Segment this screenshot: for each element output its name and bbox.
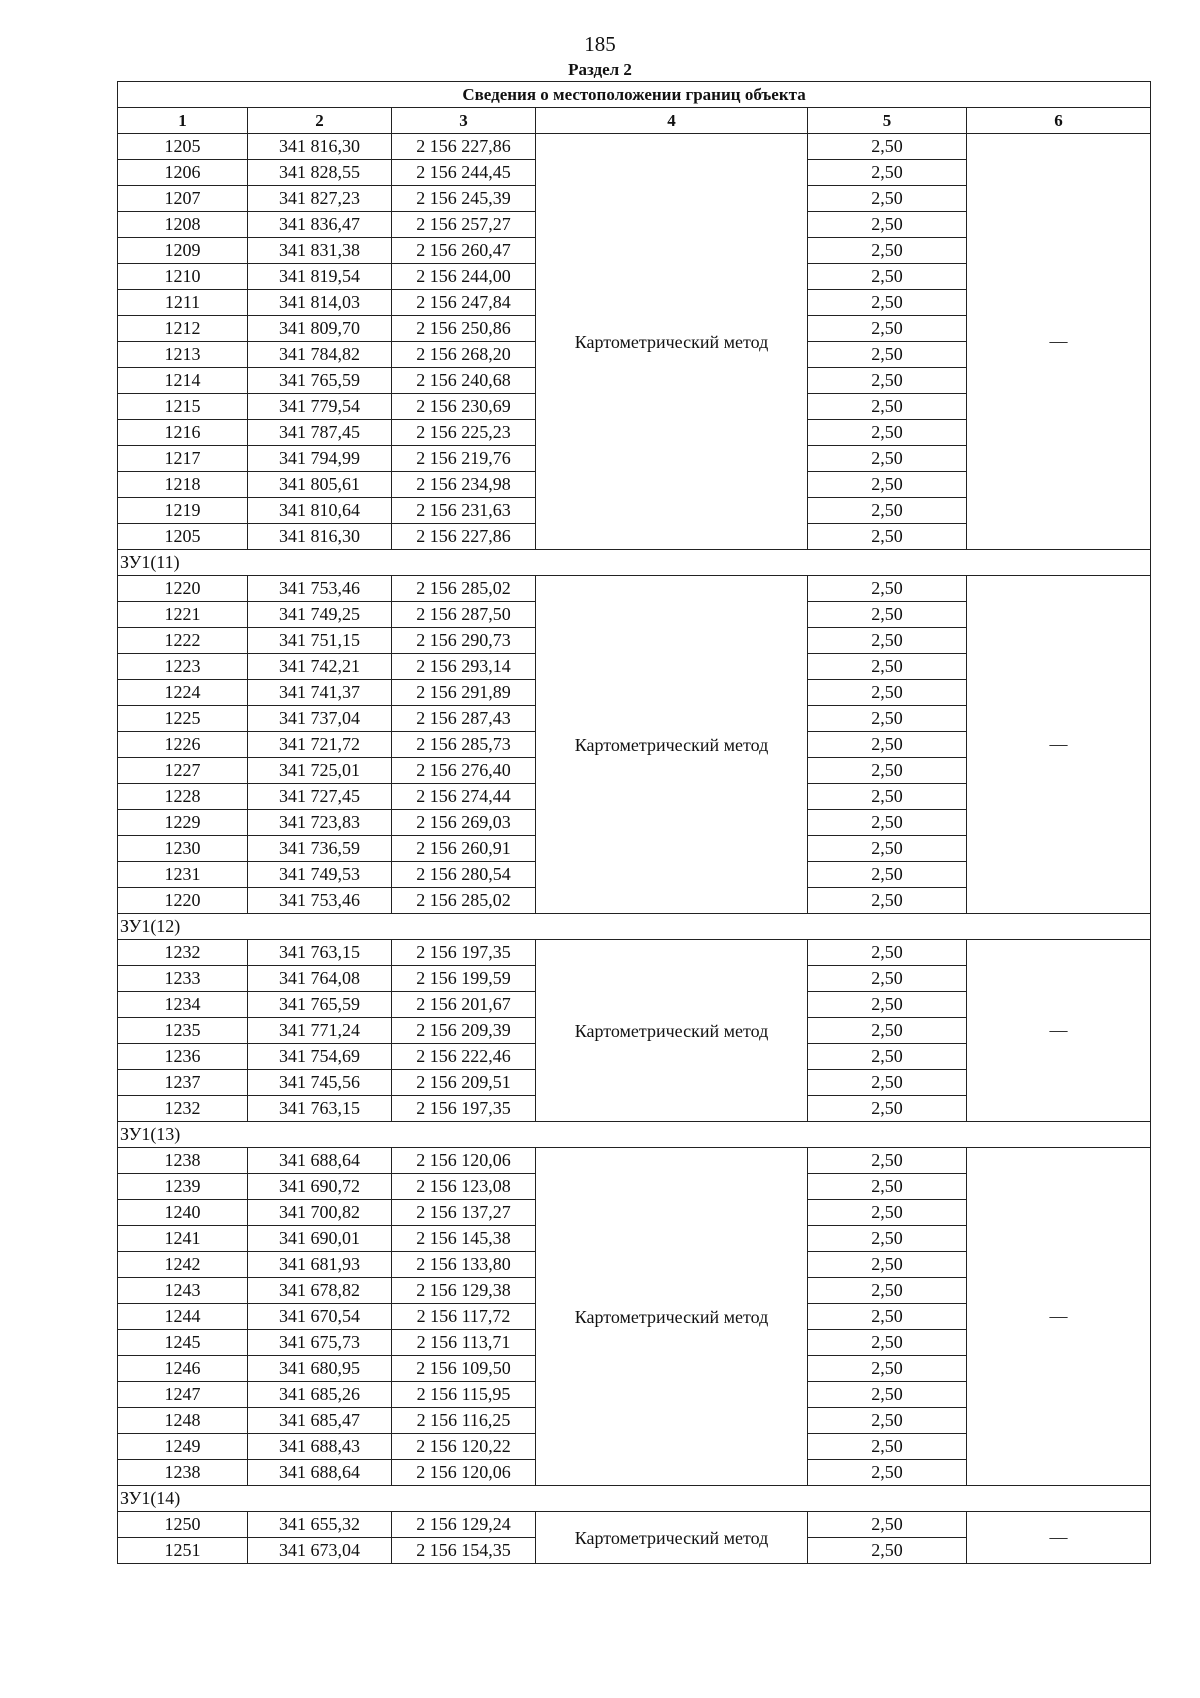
point-number-cell: 1228 [118,784,248,810]
x-coordinate-cell: 341 794,99 [248,446,392,472]
point-number-cell: 1233 [118,966,248,992]
accuracy-cell: 2,50 [808,1278,967,1304]
accuracy-cell: 2,50 [808,1304,967,1330]
point-number-cell: 1232 [118,1096,248,1122]
point-number-cell: 1222 [118,628,248,654]
y-coordinate-cell: 2 156 269,03 [392,810,536,836]
y-coordinate-cell: 2 156 285,73 [392,732,536,758]
point-number-cell: 1220 [118,576,248,602]
accuracy-cell: 2,50 [808,212,967,238]
x-coordinate-cell: 341 836,47 [248,212,392,238]
y-coordinate-cell: 2 156 209,51 [392,1070,536,1096]
x-coordinate-cell: 341 742,21 [248,654,392,680]
y-coordinate-cell: 2 156 240,68 [392,368,536,394]
y-coordinate-cell: 2 156 201,67 [392,992,536,1018]
x-coordinate-cell: 341 723,83 [248,810,392,836]
accuracy-cell: 2,50 [808,420,967,446]
y-coordinate-cell: 2 156 276,40 [392,758,536,784]
accuracy-cell: 2,50 [808,1538,967,1564]
accuracy-cell: 2,50 [808,576,967,602]
y-coordinate-cell: 2 156 145,38 [392,1226,536,1252]
y-coordinate-cell: 2 156 113,71 [392,1330,536,1356]
y-coordinate-cell: 2 156 137,27 [392,1200,536,1226]
point-number-cell: 1251 [118,1538,248,1564]
x-coordinate-cell: 341 763,15 [248,940,392,966]
point-number-cell: 1210 [118,264,248,290]
y-coordinate-cell: 2 156 244,45 [392,160,536,186]
point-number-cell: 1249 [118,1434,248,1460]
accuracy-cell: 2,50 [808,368,967,394]
group-label: ЗУ1(11) [118,550,1151,576]
column-6-cell: — [967,1512,1151,1564]
point-number-cell: 1232 [118,940,248,966]
accuracy-cell: 2,50 [808,992,967,1018]
x-coordinate-cell: 341 681,93 [248,1252,392,1278]
point-number-cell: 1206 [118,160,248,186]
x-coordinate-cell: 341 749,53 [248,862,392,888]
point-number-cell: 1245 [118,1330,248,1356]
accuracy-cell: 2,50 [808,342,967,368]
column-header: 2 [248,108,392,134]
accuracy-cell: 2,50 [808,836,967,862]
x-coordinate-cell: 341 725,01 [248,758,392,784]
section-title: Раздел 2 [568,60,632,79]
group-row [118,1122,1151,1148]
point-number-cell: 1248 [118,1408,248,1434]
point-number-cell: 1244 [118,1304,248,1330]
accuracy-cell: 2,50 [808,1200,967,1226]
point-number-cell: 1207 [118,186,248,212]
method-cell: Картометрический метод [536,134,808,550]
y-coordinate-cell: 2 156 222,46 [392,1044,536,1070]
y-coordinate-cell: 2 156 209,39 [392,1018,536,1044]
accuracy-cell: 2,50 [808,238,967,264]
y-coordinate-cell: 2 156 285,02 [392,576,536,602]
accuracy-cell: 2,50 [808,1044,967,1070]
point-number-cell: 1215 [118,394,248,420]
y-coordinate-cell: 2 156 219,76 [392,446,536,472]
column-6-cell: — [967,576,1151,914]
point-number-cell: 1240 [118,1200,248,1226]
accuracy-cell: 2,50 [808,602,967,628]
x-coordinate-cell: 341 700,82 [248,1200,392,1226]
x-coordinate-cell: 341 831,38 [248,238,392,264]
x-coordinate-cell: 341 764,08 [248,966,392,992]
x-coordinate-cell: 341 737,04 [248,706,392,732]
y-coordinate-cell: 2 156 244,00 [392,264,536,290]
x-coordinate-cell: 341 819,54 [248,264,392,290]
accuracy-cell: 2,50 [808,1174,967,1200]
y-coordinate-cell: 2 156 287,50 [392,602,536,628]
point-number-cell: 1226 [118,732,248,758]
accuracy-cell: 2,50 [808,186,967,212]
column-header: 1 [118,108,248,134]
column-6-cell: — [967,134,1151,550]
accuracy-cell: 2,50 [808,1330,967,1356]
accuracy-cell: 2,50 [808,1096,967,1122]
accuracy-cell: 2,50 [808,966,967,992]
accuracy-cell: 2,50 [808,1356,967,1382]
x-coordinate-cell: 341 779,54 [248,394,392,420]
x-coordinate-cell: 341 754,69 [248,1044,392,1070]
group-row [118,914,1151,940]
y-coordinate-cell: 2 156 247,84 [392,290,536,316]
table-row [118,1148,1151,1174]
table-row [118,1512,1151,1538]
point-number-cell: 1238 [118,1148,248,1174]
x-coordinate-cell: 341 688,64 [248,1460,392,1486]
x-coordinate-cell: 341 828,55 [248,160,392,186]
table-row [118,134,1151,160]
y-coordinate-cell: 2 156 120,22 [392,1434,536,1460]
point-number-cell: 1212 [118,316,248,342]
accuracy-cell: 2,50 [808,524,967,550]
accuracy-cell: 2,50 [808,472,967,498]
point-number-cell: 1231 [118,862,248,888]
x-coordinate-cell: 341 655,32 [248,1512,392,1538]
accuracy-cell: 2,50 [808,1148,967,1174]
point-number-cell: 1225 [118,706,248,732]
x-coordinate-cell: 341 816,30 [248,524,392,550]
point-number-cell: 1238 [118,1460,248,1486]
accuracy-cell: 2,50 [808,1434,967,1460]
accuracy-cell: 2,50 [808,654,967,680]
accuracy-cell: 2,50 [808,810,967,836]
point-number-cell: 1235 [118,1018,248,1044]
point-number-cell: 1209 [118,238,248,264]
y-coordinate-cell: 2 156 293,14 [392,654,536,680]
point-number-cell: 1218 [118,472,248,498]
x-coordinate-cell: 341 765,59 [248,368,392,394]
x-coordinate-cell: 341 688,43 [248,1434,392,1460]
y-coordinate-cell: 2 156 154,35 [392,1538,536,1564]
method-cell: Картометрический метод [536,576,808,914]
x-coordinate-cell: 341 827,23 [248,186,392,212]
y-coordinate-cell: 2 156 109,50 [392,1356,536,1382]
y-coordinate-cell: 2 156 268,20 [392,342,536,368]
y-coordinate-cell: 2 156 115,95 [392,1382,536,1408]
accuracy-cell: 2,50 [808,784,967,810]
accuracy-cell: 2,50 [808,1460,967,1486]
point-number-cell: 1217 [118,446,248,472]
x-coordinate-cell: 341 763,15 [248,1096,392,1122]
x-coordinate-cell: 341 670,54 [248,1304,392,1330]
accuracy-cell: 2,50 [808,290,967,316]
y-coordinate-cell: 2 156 120,06 [392,1460,536,1486]
point-number-cell: 1224 [118,680,248,706]
point-number-cell: 1214 [118,368,248,394]
table-title-row [118,82,1151,108]
accuracy-cell: 2,50 [808,498,967,524]
x-coordinate-cell: 341 787,45 [248,420,392,446]
x-coordinate-cell: 341 721,72 [248,732,392,758]
accuracy-cell: 2,50 [808,1408,967,1434]
y-coordinate-cell: 2 156 199,59 [392,966,536,992]
accuracy-cell: 2,50 [808,1070,967,1096]
accuracy-cell: 2,50 [808,862,967,888]
y-coordinate-cell: 2 156 245,39 [392,186,536,212]
table-row [118,576,1151,602]
accuracy-cell: 2,50 [808,628,967,654]
point-number-cell: 1247 [118,1382,248,1408]
point-number-cell: 1221 [118,602,248,628]
x-coordinate-cell: 341 771,24 [248,1018,392,1044]
point-number-cell: 1239 [118,1174,248,1200]
group-label: ЗУ1(12) [118,914,1151,940]
y-coordinate-cell: 2 156 123,08 [392,1174,536,1200]
x-coordinate-cell: 341 673,04 [248,1538,392,1564]
x-coordinate-cell: 341 688,64 [248,1148,392,1174]
point-number-cell: 1227 [118,758,248,784]
accuracy-cell: 2,50 [808,732,967,758]
table-header-row [118,108,1151,134]
x-coordinate-cell: 341 810,64 [248,498,392,524]
accuracy-cell: 2,50 [808,680,967,706]
point-number-cell: 1234 [118,992,248,1018]
column-header: 5 [808,108,967,134]
x-coordinate-cell: 341 690,01 [248,1226,392,1252]
point-number-cell: 1246 [118,1356,248,1382]
accuracy-cell: 2,50 [808,1252,967,1278]
x-coordinate-cell: 341 809,70 [248,316,392,342]
x-coordinate-cell: 341 753,46 [248,888,392,914]
y-coordinate-cell: 2 156 133,80 [392,1252,536,1278]
point-number-cell: 1242 [118,1252,248,1278]
accuracy-cell: 2,50 [808,888,967,914]
y-coordinate-cell: 2 156 257,27 [392,212,536,238]
point-number-cell: 1208 [118,212,248,238]
column-header: 3 [392,108,536,134]
accuracy-cell: 2,50 [808,1018,967,1044]
point-number-cell: 1219 [118,498,248,524]
group-row [118,550,1151,576]
x-coordinate-cell: 341 816,30 [248,134,392,160]
accuracy-cell: 2,50 [808,758,967,784]
accuracy-cell: 2,50 [808,940,967,966]
y-coordinate-cell: 2 156 280,54 [392,862,536,888]
x-coordinate-cell: 341 805,61 [248,472,392,498]
x-coordinate-cell: 341 678,82 [248,1278,392,1304]
column-6-cell: — [967,940,1151,1122]
y-coordinate-cell: 2 156 227,86 [392,524,536,550]
column-header: 6 [967,108,1151,134]
accuracy-cell: 2,50 [808,1382,967,1408]
y-coordinate-cell: 2 156 231,63 [392,498,536,524]
y-coordinate-cell: 2 156 129,24 [392,1512,536,1538]
point-number-cell: 1211 [118,290,248,316]
y-coordinate-cell: 2 156 274,44 [392,784,536,810]
y-coordinate-cell: 2 156 197,35 [392,1096,536,1122]
accuracy-cell: 2,50 [808,264,967,290]
y-coordinate-cell: 2 156 260,91 [392,836,536,862]
point-number-cell: 1250 [118,1512,248,1538]
accuracy-cell: 2,50 [808,1226,967,1252]
y-coordinate-cell: 2 156 120,06 [392,1148,536,1174]
x-coordinate-cell: 341 753,46 [248,576,392,602]
table-title: Сведения о местоположении границ объекта [118,82,1151,108]
y-coordinate-cell: 2 156 260,47 [392,238,536,264]
column-6-cell: — [967,1148,1151,1486]
y-coordinate-cell: 2 156 129,38 [392,1278,536,1304]
point-number-cell: 1243 [118,1278,248,1304]
point-number-cell: 1237 [118,1070,248,1096]
point-number-cell: 1213 [118,342,248,368]
y-coordinate-cell: 2 156 225,23 [392,420,536,446]
page-number: 185 [584,32,616,56]
point-number-cell: 1241 [118,1226,248,1252]
point-number-cell: 1223 [118,654,248,680]
boundaries-table [117,81,1151,1564]
y-coordinate-cell: 2 156 287,43 [392,706,536,732]
y-coordinate-cell: 2 156 116,25 [392,1408,536,1434]
accuracy-cell: 2,50 [808,316,967,342]
group-label: ЗУ1(14) [118,1486,1151,1512]
x-coordinate-cell: 341 736,59 [248,836,392,862]
accuracy-cell: 2,50 [808,134,967,160]
y-coordinate-cell: 2 156 117,72 [392,1304,536,1330]
x-coordinate-cell: 341 690,72 [248,1174,392,1200]
x-coordinate-cell: 341 685,47 [248,1408,392,1434]
y-coordinate-cell: 2 156 285,02 [392,888,536,914]
x-coordinate-cell: 341 751,15 [248,628,392,654]
table-row [118,940,1151,966]
accuracy-cell: 2,50 [808,706,967,732]
x-coordinate-cell: 341 765,59 [248,992,392,1018]
group-label: ЗУ1(13) [118,1122,1151,1148]
x-coordinate-cell: 341 675,73 [248,1330,392,1356]
point-number-cell: 1230 [118,836,248,862]
accuracy-cell: 2,50 [808,394,967,420]
method-cell: Картометрический метод [536,1148,808,1486]
x-coordinate-cell: 341 741,37 [248,680,392,706]
y-coordinate-cell: 2 156 230,69 [392,394,536,420]
x-coordinate-cell: 341 749,25 [248,602,392,628]
method-cell: Картометрический метод [536,940,808,1122]
point-number-cell: 1205 [118,524,248,550]
y-coordinate-cell: 2 156 227,86 [392,134,536,160]
x-coordinate-cell: 341 784,82 [248,342,392,368]
point-number-cell: 1220 [118,888,248,914]
point-number-cell: 1236 [118,1044,248,1070]
x-coordinate-cell: 341 814,03 [248,290,392,316]
point-number-cell: 1229 [118,810,248,836]
y-coordinate-cell: 2 156 291,89 [392,680,536,706]
accuracy-cell: 2,50 [808,160,967,186]
x-coordinate-cell: 341 685,26 [248,1382,392,1408]
point-number-cell: 1205 [118,134,248,160]
x-coordinate-cell: 341 745,56 [248,1070,392,1096]
column-header: 4 [536,108,808,134]
x-coordinate-cell: 341 727,45 [248,784,392,810]
group-row [118,1486,1151,1512]
accuracy-cell: 2,50 [808,1512,967,1538]
accuracy-cell: 2,50 [808,446,967,472]
y-coordinate-cell: 2 156 290,73 [392,628,536,654]
y-coordinate-cell: 2 156 234,98 [392,472,536,498]
method-cell: Картометрический метод [536,1512,808,1564]
y-coordinate-cell: 2 156 197,35 [392,940,536,966]
y-coordinate-cell: 2 156 250,86 [392,316,536,342]
x-coordinate-cell: 341 680,95 [248,1356,392,1382]
point-number-cell: 1216 [118,420,248,446]
